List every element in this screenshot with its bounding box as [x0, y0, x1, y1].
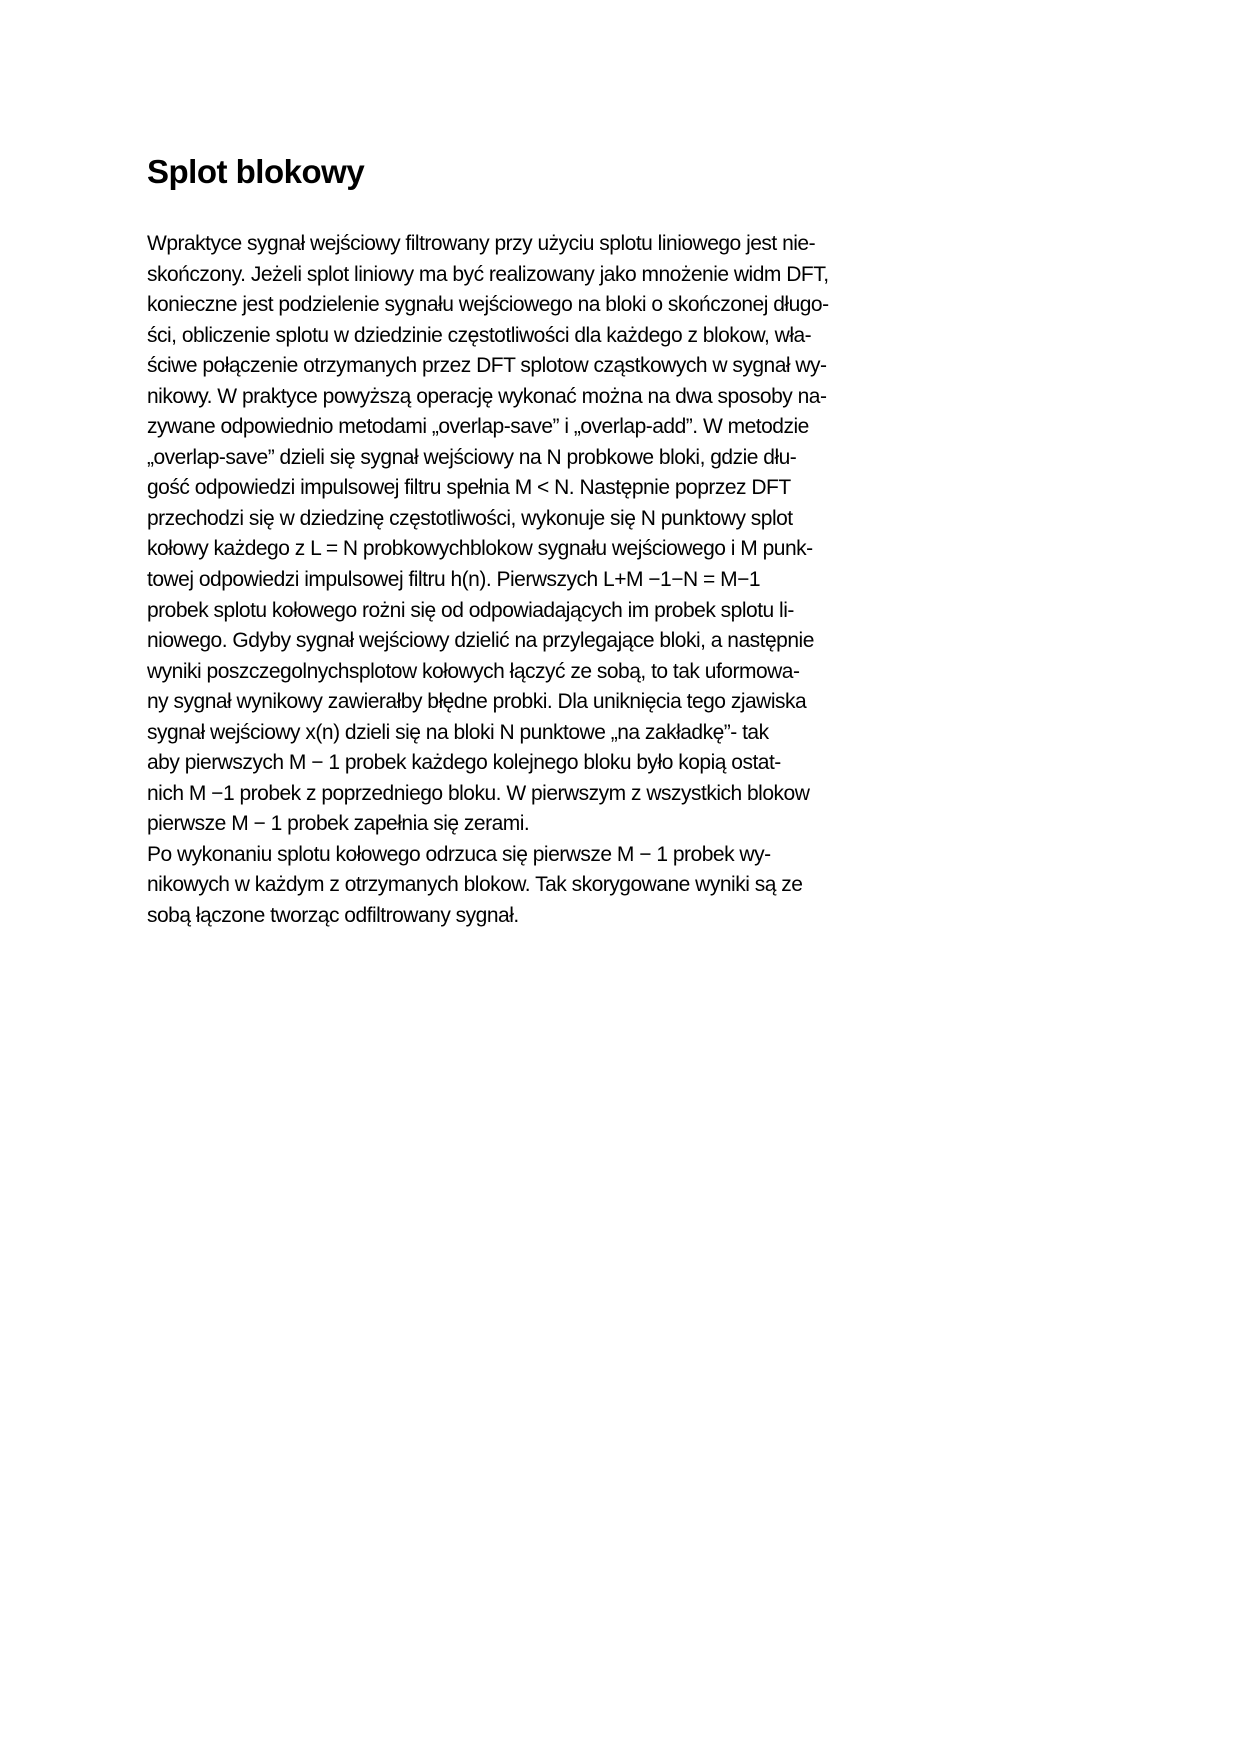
document-title: Splot blokowy — [147, 153, 365, 190]
text-line: zywane odpowiednio metodami „overlap-save” i „overlap-add”. W metodzie — [147, 415, 809, 439]
text-line: nich M −1 probek z poprzedniego bloku. W pierwszym z wszystkich blokow — [147, 781, 810, 805]
text-line: konieczne jest podzielenie sygnału wejściowego na bloki o skończonej długo- — [147, 293, 829, 317]
text-line: sobą łączone tworząc odfiltrowany sygnał. — [147, 904, 519, 928]
text-line: ści, obliczenie splotu w dziedzinie częstotliwości dla każdego z blokow, wła- — [147, 323, 812, 347]
text-line: Wpraktyce sygnał wejściowy filtrowany przy użyciu splotu liniowego jest nie- — [147, 232, 816, 255]
text-line: probek splotu kołowego rożni się od odpowiadających im probek splotu li- — [147, 598, 794, 622]
text-line: wyniki poszczegolnychsplotow kołowych łączyć ze sobą, to tak uformowa- — [147, 659, 800, 683]
text-line: przechodzi się w dziedzinę częstotliwości, wykonuje się N punktowy splot — [147, 506, 793, 530]
text-line: kołowy każdego z L = N probkowychblokow sygnału wejściowego i M punk- — [147, 537, 813, 561]
text-line: nikowy. W praktyce powyższą operację wykonać można na dwa sposoby na- — [147, 384, 827, 408]
text-line: Po wykonaniu splotu kołowego odrzuca się pierwsze M − 1 probek wy- — [147, 842, 771, 866]
text-line: aby pierwszych M − 1 probek każdego kolejnego bloku było kopią ostat- — [147, 751, 781, 775]
text-line: sygnał wejściowy x(n) dzieli się na bloki N punktowe „na zakładkę”- tak — [147, 720, 769, 744]
text-line: nikowych w każdym z otrzymanych blokow. Tak skorygowane wyniki są ze — [147, 873, 803, 897]
document-body — [147, 229, 937, 932]
text-line: towej odpowiedzi impulsowej filtru h(n). Pierwszych L+M −1−N = M−1 — [147, 568, 761, 592]
text-line: skończony. Jeżeli splot liniowy ma być realizowany jako mnożenie widm DFT, — [147, 262, 829, 286]
text-line: gość odpowiedzi impulsowej filtru spełnia M < N. Następnie poprzez DFT — [147, 476, 791, 500]
text-line: ściwe połączenie otrzymanych przez DFT splotow cząstkowych w sygnał wy- — [147, 354, 827, 378]
text-line: pierwsze M − 1 probek zapełnia się zerami. — [147, 812, 530, 836]
text-line: „overlap-save” dzieli się sygnał wejściowy na N probkowe bloki, gdzie dłu- — [147, 445, 797, 469]
text-line: niowego. Gdyby sygnał wejściowy dzielić na przylegające bloki, a następnie — [147, 629, 814, 653]
text-line: ny sygnał wynikowy zawierałby błędne probki. Dla uniknięcia tego zjawiska — [147, 690, 807, 714]
